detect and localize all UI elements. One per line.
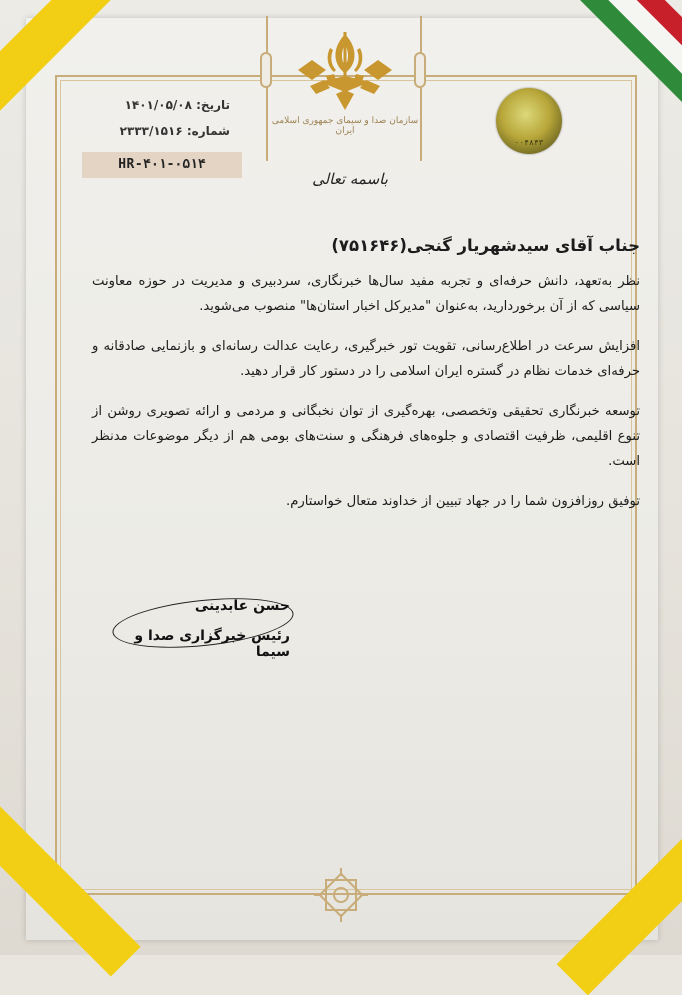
header-divider-right <box>420 16 422 161</box>
paragraph: افزایش سرعت در اطلاع‌رسانی، تقویت تور خبرگیری، رعایت عدالت رسانه‌ای و بازنمایی صادقانه و حرفه‌ای خدمات نظام در گستره ایران اسلامی را در دستور کار قرار دهید. <box>92 339 640 379</box>
date-label: تاریخ: <box>196 98 230 112</box>
signer-title: رئیس خبرگزاری صدا و سیما <box>134 628 290 660</box>
signer-name: حسن عابدینی <box>194 598 290 614</box>
number-value: ۲۳۳۳/۱۵۱۶ <box>119 124 183 138</box>
number-line <box>100 124 230 138</box>
irib-logo-icon <box>290 30 400 112</box>
paragraph: نظر به‌تعهد، دانش حرفه‌ای و تجربه مفید سال‌ها خبرنگاری، سردبیری و مدیریت در حوزه معاونت سیاسی که از آن برخوردارید، به‌عنوان "مدیرکل اخبار استان‌ها" منصوب می‌شوید. <box>92 274 640 314</box>
paragraph: توسعه خبرنگاری تحقیقی وتخصصی، بهره‌گیری از توان نخبگانی و مردمی و ارائه تصویری روشن از تنوع اقلیمی، ظرفیت اقتصادی و جلوه‌های فرهنگی و سنت‌های بومی هم از دیگر موضوعات مدنظر است. <box>92 404 640 469</box>
letter-body <box>92 228 640 529</box>
knot-ornament-right <box>414 52 426 88</box>
knot-ornament-left <box>260 52 272 88</box>
date-value: ۱۴۰۱/۰۵/۰۸ <box>124 98 192 112</box>
signature-block <box>110 598 290 660</box>
recipient-line: جناب آقای سیدشهریار گنجی(۷۵۱۶۴۶) <box>331 236 640 255</box>
seal-serial: ۰۰۴۸۴۳ <box>514 138 544 147</box>
number-label: شماره: <box>186 124 230 138</box>
invocation-heading: باسمه تعالی <box>312 170 388 188</box>
reference-code: HR-۴۰۱-۰۵۱۴ <box>82 152 242 178</box>
closing-paragraph: توفیق روزافزون شما را در جهاد تبیین از خداوند متعال خواستارم. <box>286 494 640 509</box>
date-line <box>100 98 230 112</box>
header-divider-left <box>266 16 268 161</box>
organization-name: سازمان صدا و سیمای جمهوری اسلامی ایران <box>271 116 419 136</box>
bottom-ornament-icon <box>312 866 370 924</box>
